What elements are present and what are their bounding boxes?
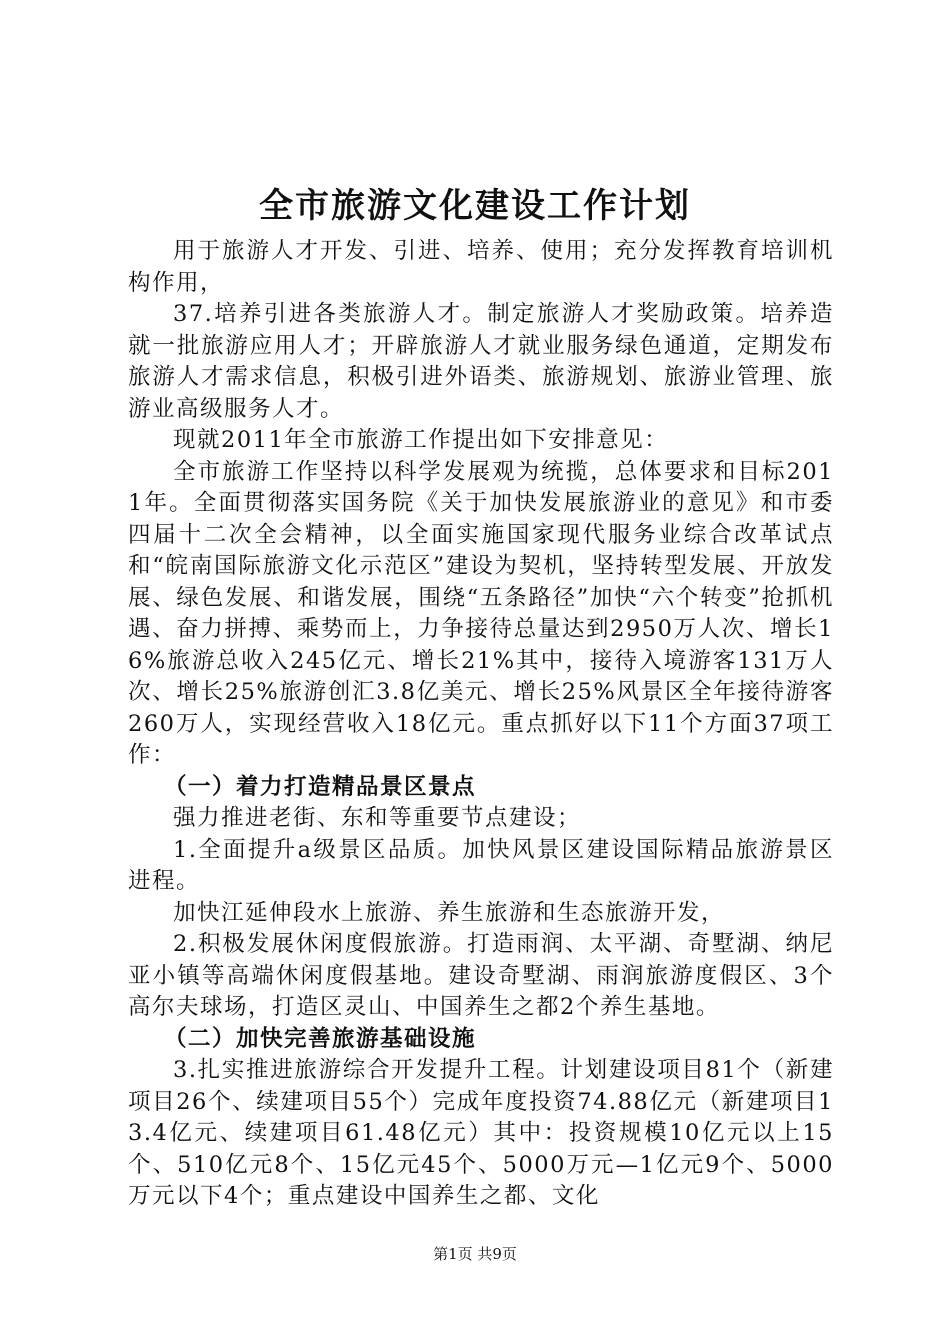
paragraph: 37.培养引进各类旅游人才。制定旅游人才奖励政策。培养造就一批旅游应用人才；开辟旅游人才就业服务绿色通道，定期发布旅游人才需求信息，积极引进外语类、旅游规划、旅游业管理、旅游业高级服务人才。: [128, 301, 834, 422]
paragraph: 全市旅游工作坚持以科学发展观为统揽，总体要求和目标2011年。全面贯彻落实国务院《关于加快发展旅游业的意见》和市委四届十二次全会精神，以全面实施国家现代服务业综合改革试点和“皖南国际旅游文化示范区”建设为契机，坚持转型发展、开放发展、绿色发展、和谐发展，围绕“五条路径”加快“六个转变”抢抓机遇、奋力拼搏、乘势而上，力争接待总量达到2950万人次、增长16%旅游总收入245亿元、增长21%其中，接待入境游客131万人次、增长25%旅游创汇3.8亿美元、增长25%风景区全年接待游客260万人，实现经营收入18亿元。重点抓好以下11个方面37项工作：: [128, 458, 834, 768]
paragraph: 强力推进老街、东和等重要节点建设；: [173, 805, 582, 831]
paragraph: 用于旅游人才开发、引进、培养、使用；充分发挥教育培训机构作用，: [128, 238, 834, 296]
section-heading: （一）着力打造精品景区景点: [164, 773, 477, 800]
paragraph: 3.扎实推进旅游综合开发提升工程。计划建设项目81个（新建项目26个、续建项目55个）完成年度投资74.88亿元（新建项目13.4亿元、续建项目61.48亿元）其中：投资规模10亿元以上15个、510亿元8个、15亿元45个、5000万元—1亿元9个、5000万元以下4个；重点建设中国养生之都、文化: [128, 1057, 834, 1209]
document-title: 全市旅游文化建设工作计划: [259, 186, 691, 226]
document-body: [128, 236, 834, 1213]
paragraph: 2.积极发展休闲度假旅游。打造雨润、太平湖、奇墅湖、纳尼亚小镇等高端休闲度假基地。建设奇墅湖、雨润旅游度假区、3个高尔夫球场，打造区灵山、中国养生之都2个养生基地。: [128, 931, 834, 1020]
page-footer: 第1页 共9页: [433, 1245, 517, 1263]
paragraph: 现就2011年全市旅游工作提出如下安排意见：: [173, 427, 669, 453]
paragraph: 1.全面提升a级景区品质。加快风景区建设国际精品旅游景区进程。: [128, 836, 834, 894]
paragraph: 加快江延伸段水上旅游、养生旅游和生态旅游开发，: [173, 899, 726, 926]
section-heading: （二）加快完善旅游基础设施: [164, 1025, 477, 1052]
